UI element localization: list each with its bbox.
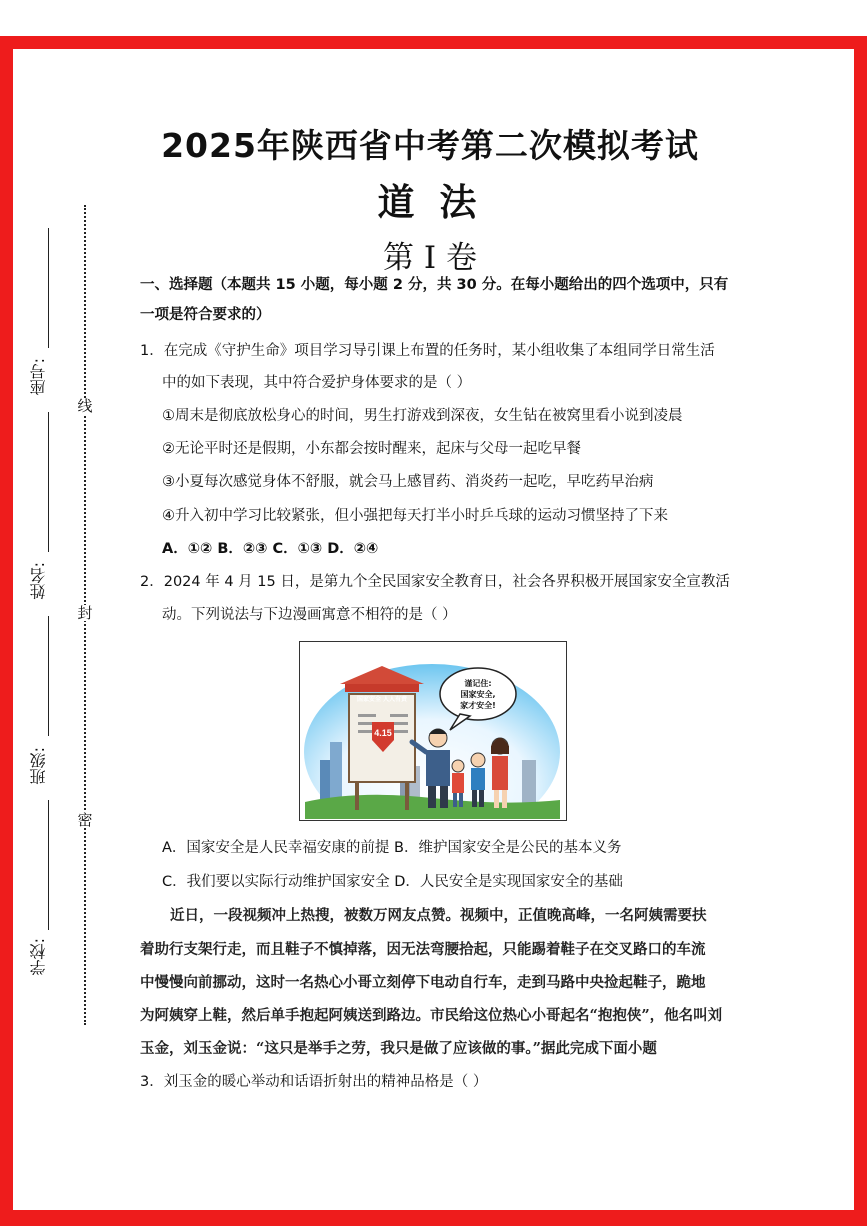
material-line-2: 着助行支架行走，而且鞋子不慎掉落，因无法弯腰拾起，只能踢着鞋子在交叉路口的车流 [140,941,706,958]
q2-options-line1: A．国家安全是人民幸福安康的前提 B．维护国家安全是公民的基本义务 [162,840,622,856]
q2-stem-line1: 2．2024 年 4 月 15 日，是第九个全民国家安全教育日，社会各界积极开展国家安全宣教活 [140,574,730,590]
q2-stem-line2: 动。下列说法与下边漫画寓意不相符的是（ ） [162,607,457,623]
school-label: 学校: [29,938,48,976]
class-label: 班级: [29,747,48,785]
material-line-5: 玉金，刘玉金说：“这只是举手之劳，我只是做了应该做的事。”据此完成下面小题 [140,1040,657,1057]
q1-item-1: ①周末是彻底放松身心的时间，男生打游戏到深夜，女生钻在被窝里看小说到凌晨 [162,408,683,424]
svg-text:家才安全!: 家才安全! [460,701,496,710]
exam-title: 2025年陕西省中考第二次模拟考试 [161,126,699,165]
seat-number-blank [48,228,49,348]
q2-options-line2: C．我们要以实际行动维护国家安全 D．人民安全是实现国家安全的基础 [162,874,623,890]
q2-cartoon [299,641,567,821]
board-header: 国家安全 人人有责 [356,696,408,703]
name-blank [48,412,49,552]
seal-seal-char: 封 [77,604,93,622]
q1-stem-line2: 中的如下表现，其中符合爱护身体要求的是（ ） [162,375,472,391]
material-line-3: 中慢慢向前挪动，这时一名热心小哥立刻停下电动自行车，走到马路中央捡起鞋子，跪地 [140,974,706,991]
q1-stem-line1: 1．在完成《守护生命》项目学习导引课上布置的任务时，某小组收集了本组同学日常生活 [140,343,715,359]
section1-header-line2: 一项是符合要求的） [140,307,271,323]
q1-item-4: ④升入初中学习比较紧张，但小强把每天打半小时乒乓球的运动习惯坚持了下来 [162,508,668,524]
class-blank [48,616,49,736]
q1-options: A．①② B．②③ C．①③ D．②④ [162,541,379,557]
q1-item-2: ②无论平时还是假期，小东都会按时醒来，起床与父母一起吃早餐 [162,441,581,457]
svg-text:谨记住:: 谨记住: [464,679,492,688]
name-label: 姓名: [29,562,48,600]
material-line-1: 近日，一段视频冲上热搜，被数万网友点赞。视频中，正值晚高峰，一名阿姨需要扶 [170,907,707,924]
seal-secret-char: 密 [77,811,93,829]
seal-line-char: 线 [77,397,93,415]
exam-volume: 第 I 卷 [383,240,477,276]
material-line-4: 为阿姨穿上鞋，然后单手抱起阿姨送到路边。市民给这位热心小哥起名“抱抱侠”，他名叫刘 [140,1007,723,1024]
exam-subject: 道 法 [377,181,483,224]
section1-header-line1: 一、选择题（本题共 15 小题，每小题 2 分，共 30 分。在每小题给出的四个选项中，只有 [140,277,729,293]
q1-item-3: ③小夏每次感觉身体不舒服，就会马上感冒药、消炎药一起吃，早吃药早治病 [162,474,654,490]
seat-number-label: 座号: [29,358,48,396]
svg-text:国家安全,: 国家安全, [460,690,496,699]
q3-stem: 3．刘玉金的暖心举动和话语折射出的精神品格是（ ） [140,1074,488,1090]
school-blank [48,800,49,930]
board-date: 4.15 [374,728,392,738]
